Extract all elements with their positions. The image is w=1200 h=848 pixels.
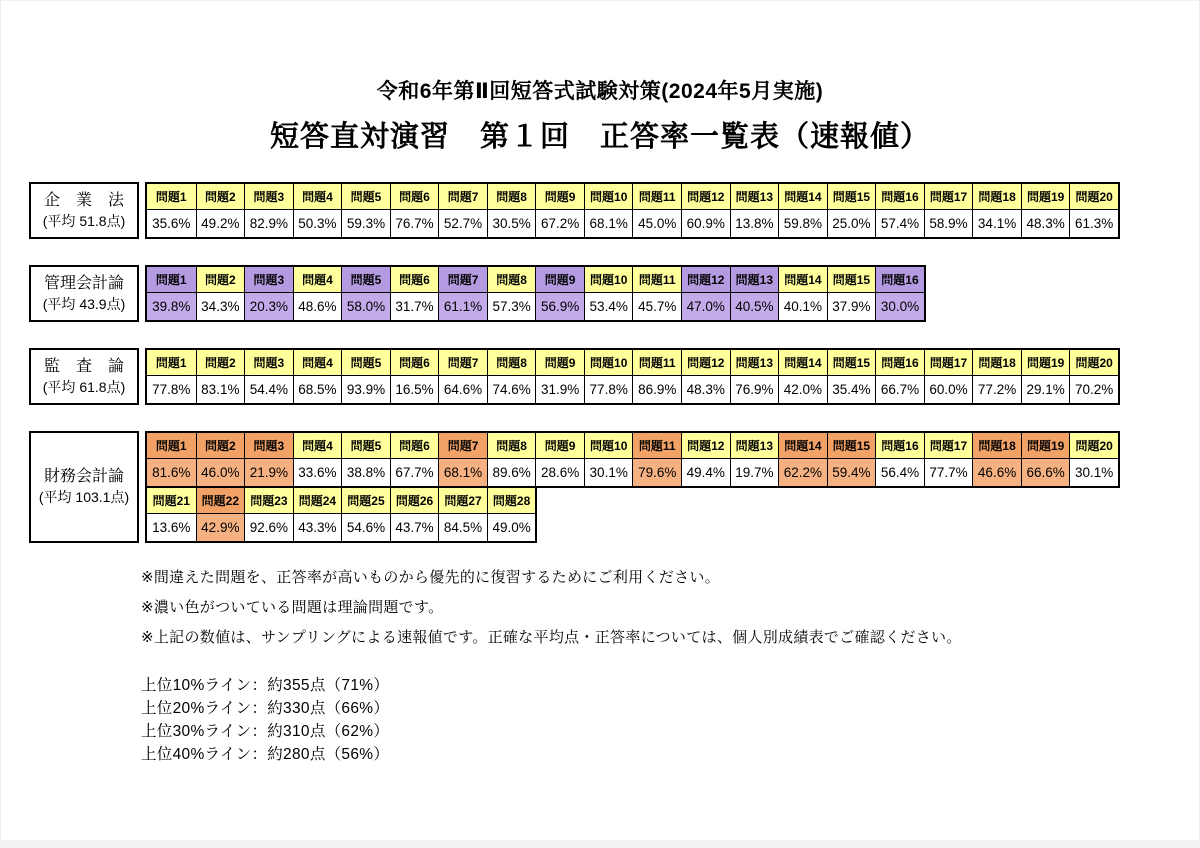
question-header: 問題3 <box>244 433 293 459</box>
question-header: 問題19 <box>1021 184 1070 210</box>
correct-rate: 28.6% <box>535 459 584 486</box>
ranking-line: 上位10%ライン：約355点（71%） <box>141 677 390 694</box>
correct-rate: 42.0% <box>778 376 827 403</box>
question-header: 問題13 <box>730 433 779 459</box>
subject-name: 財務会計論 <box>43 468 124 485</box>
correct-rate: 74.6% <box>487 376 536 403</box>
correct-rate: 77.8% <box>147 376 196 403</box>
question-header: 問題18 <box>972 350 1021 376</box>
correct-rate: 67.2% <box>535 210 584 237</box>
correct-rate: 60.0% <box>924 376 973 403</box>
correct-rate: 67.7% <box>390 459 439 486</box>
question-header: 問題6 <box>390 433 439 459</box>
grid-auditing <box>145 348 1120 405</box>
question-header: 問題7 <box>438 267 487 293</box>
correct-rate: 58.0% <box>341 293 390 320</box>
correct-rate: 66.6% <box>1021 459 1070 486</box>
correct-rate: 61.1% <box>438 293 487 320</box>
correct-rate: 19.7% <box>730 459 779 486</box>
correct-rate: 89.6% <box>487 459 536 486</box>
question-header: 問題7 <box>438 184 487 210</box>
question-header: 問題15 <box>827 350 876 376</box>
question-header: 問題23 <box>244 488 293 514</box>
table-management-accounting <box>29 265 1199 322</box>
correct-rate: 64.6% <box>438 376 487 403</box>
question-header: 問題12 <box>681 350 730 376</box>
question-header: 問題8 <box>487 184 536 210</box>
question-header: 問題10 <box>584 267 633 293</box>
correct-rate: 66.7% <box>875 376 924 403</box>
correct-rate: 46.6% <box>972 459 1021 486</box>
correct-rate: 81.6% <box>147 459 196 486</box>
ranking-line: 上位30%ライン：約310点（62%） <box>141 723 390 740</box>
correct-rate: 40.5% <box>730 293 779 320</box>
correct-rate: 77.7% <box>924 459 973 486</box>
question-header: 問題4 <box>293 433 342 459</box>
question-header: 問題14 <box>778 433 827 459</box>
correct-rate: 92.6% <box>244 514 293 541</box>
correct-rate: 33.6% <box>293 459 342 486</box>
correct-rate: 62.2% <box>778 459 827 486</box>
question-band <box>145 348 1120 405</box>
question-header: 問題6 <box>390 350 439 376</box>
question-header: 問題8 <box>487 433 536 459</box>
grid-financial-accounting <box>145 431 1120 543</box>
footnote: ※間違えた問題を、正答率が高いものから優先的に復習するためにご利用ください。 <box>141 569 720 586</box>
subject-name: 監 査 論 <box>43 357 124 375</box>
correct-rate: 53.4% <box>584 293 633 320</box>
question-header: 問題15 <box>827 267 876 293</box>
subject-average: (平均 103.1点) <box>38 489 130 505</box>
table-corporate-law <box>29 182 1199 239</box>
question-header: 問題14 <box>778 267 827 293</box>
question-header: 問題16 <box>875 350 924 376</box>
question-header: 問題9 <box>535 184 584 210</box>
correct-rate: 68.1% <box>584 210 633 237</box>
question-header: 問題27 <box>438 488 487 514</box>
question-header: 問題21 <box>147 488 196 514</box>
question-header: 問題16 <box>875 433 924 459</box>
correct-rate: 38.8% <box>341 459 390 486</box>
correct-rate: 61.3% <box>1069 210 1118 237</box>
correct-rate: 13.8% <box>730 210 779 237</box>
question-header: 問題19 <box>1021 433 1070 459</box>
correct-rate: 76.7% <box>390 210 439 237</box>
question-band <box>145 182 1120 239</box>
correct-rate: 54.6% <box>341 514 390 541</box>
question-header: 問題8 <box>487 267 536 293</box>
footnote: ※濃い色がついている問題は理論問題です。 <box>141 599 444 616</box>
question-header: 問題24 <box>293 488 342 514</box>
question-band <box>145 265 926 322</box>
correct-rate: 34.3% <box>196 293 245 320</box>
question-band <box>145 431 1120 488</box>
subject-label-management-accounting <box>29 265 139 322</box>
correct-rate: 68.5% <box>293 376 342 403</box>
ranking-line: 上位40%ライン：約280点（56%） <box>141 746 390 763</box>
table-financial-accounting <box>29 431 1199 543</box>
correct-rate: 77.8% <box>584 376 633 403</box>
correct-rate: 50.3% <box>293 210 342 237</box>
question-header: 問題1 <box>147 350 196 376</box>
correct-rate: 30.1% <box>1069 459 1118 486</box>
correct-rate: 79.6% <box>632 459 681 486</box>
question-header: 問題9 <box>535 433 584 459</box>
question-header: 問題8 <box>487 350 536 376</box>
correct-rate: 59.8% <box>778 210 827 237</box>
question-header: 問題20 <box>1069 350 1118 376</box>
correct-rate: 45.7% <box>632 293 681 320</box>
correct-rate: 31.7% <box>390 293 439 320</box>
question-header: 問題14 <box>778 184 827 210</box>
subject-label-auditing <box>29 348 139 405</box>
question-header: 問題16 <box>875 267 924 293</box>
grid-corporate-law <box>145 182 1120 239</box>
correct-rate: 13.6% <box>147 514 196 541</box>
question-header: 問題11 <box>632 350 681 376</box>
correct-rate: 84.5% <box>438 514 487 541</box>
question-header: 問題4 <box>293 184 342 210</box>
question-header: 問題13 <box>730 184 779 210</box>
ranking-line: 上位20%ライン：約330点（66%） <box>141 700 390 717</box>
question-header: 問題1 <box>147 267 196 293</box>
correct-rate: 48.3% <box>681 376 730 403</box>
question-header: 問題10 <box>584 184 633 210</box>
question-header: 問題5 <box>341 184 390 210</box>
question-header: 問題10 <box>584 433 633 459</box>
question-header: 問題12 <box>681 433 730 459</box>
correct-rate: 58.9% <box>924 210 973 237</box>
question-header: 問題6 <box>390 267 439 293</box>
correct-rate: 86.9% <box>632 376 681 403</box>
correct-rate: 39.8% <box>147 293 196 320</box>
question-header: 問題28 <box>487 488 536 514</box>
question-header: 問題2 <box>196 267 245 293</box>
subject-name: 管理会計論 <box>43 274 124 292</box>
question-header: 問題6 <box>390 184 439 210</box>
correct-rate: 31.9% <box>535 376 584 403</box>
question-header: 問題3 <box>244 267 293 293</box>
question-header: 問題20 <box>1069 184 1118 210</box>
titles <box>1 1 1199 155</box>
correct-rate: 77.2% <box>972 376 1021 403</box>
question-header: 問題3 <box>244 350 293 376</box>
question-header: 問題18 <box>972 433 1021 459</box>
correct-rate: 60.9% <box>681 210 730 237</box>
correct-rate: 47.0% <box>681 293 730 320</box>
question-header: 問題26 <box>390 488 439 514</box>
table-auditing <box>29 348 1199 405</box>
subject-average: (平均 51.8点) <box>42 212 126 229</box>
correct-rate: 30.1% <box>584 459 633 486</box>
correct-rate: 46.0% <box>196 459 245 486</box>
correct-rate: 45.0% <box>632 210 681 237</box>
question-header: 問題22 <box>196 488 245 514</box>
correct-rate: 21.9% <box>244 459 293 486</box>
question-header: 問題3 <box>244 184 293 210</box>
question-header: 問題15 <box>827 184 876 210</box>
correct-rate: 68.1% <box>438 459 487 486</box>
question-header: 問題7 <box>438 350 487 376</box>
question-header: 問題15 <box>827 433 876 459</box>
question-header: 問題2 <box>196 433 245 459</box>
question-header: 問題4 <box>293 267 342 293</box>
correct-rate: 57.3% <box>487 293 536 320</box>
question-header: 問題5 <box>341 350 390 376</box>
score-tables <box>29 182 1199 543</box>
question-header: 問題9 <box>535 267 584 293</box>
correct-rate: 43.3% <box>293 514 342 541</box>
question-header: 問題25 <box>341 488 390 514</box>
subject-average: (平均 43.9点) <box>42 295 126 312</box>
question-band <box>145 486 537 543</box>
correct-rate: 25.0% <box>827 210 876 237</box>
correct-rate: 49.4% <box>681 459 730 486</box>
question-header: 問題19 <box>1021 350 1070 376</box>
question-header: 問題12 <box>681 267 730 293</box>
correct-rate: 30.5% <box>487 210 536 237</box>
ranking-lines <box>141 674 1199 766</box>
subject-name: 企 業 法 <box>43 191 124 209</box>
question-header: 問題16 <box>875 184 924 210</box>
question-header: 問題2 <box>196 184 245 210</box>
correct-rate: 35.4% <box>827 376 876 403</box>
correct-rate: 56.9% <box>535 293 584 320</box>
correct-rate: 59.4% <box>827 459 876 486</box>
question-header: 問題5 <box>341 267 390 293</box>
question-header: 問題7 <box>438 433 487 459</box>
question-header: 問題17 <box>924 184 973 210</box>
question-header: 問題5 <box>341 433 390 459</box>
question-header: 問題11 <box>632 433 681 459</box>
question-header: 問題11 <box>632 267 681 293</box>
question-header: 問題17 <box>924 433 973 459</box>
correct-rate: 40.1% <box>778 293 827 320</box>
correct-rate: 35.6% <box>147 210 196 237</box>
correct-rate: 16.5% <box>390 376 439 403</box>
question-header: 問題14 <box>778 350 827 376</box>
correct-rate: 48.3% <box>1021 210 1070 237</box>
correct-rate: 20.3% <box>244 293 293 320</box>
correct-rate: 93.9% <box>341 376 390 403</box>
question-header: 問題13 <box>730 267 779 293</box>
subject-average: (平均 61.8点) <box>42 378 126 395</box>
correct-rate: 49.2% <box>196 210 245 237</box>
question-header: 問題18 <box>972 184 1021 210</box>
question-header: 問題9 <box>535 350 584 376</box>
correct-rate: 59.3% <box>341 210 390 237</box>
question-header: 問題1 <box>147 184 196 210</box>
correct-rate: 52.7% <box>438 210 487 237</box>
document-title: 短答直対演習 第１回 正答率一覧表（速報値） <box>269 121 930 153</box>
question-header: 問題12 <box>681 184 730 210</box>
footnotes <box>141 569 1199 647</box>
correct-rate: 29.1% <box>1021 376 1070 403</box>
correct-rate: 54.4% <box>244 376 293 403</box>
correct-rate: 42.9% <box>196 514 245 541</box>
question-header: 問題11 <box>632 184 681 210</box>
correct-rate: 57.4% <box>875 210 924 237</box>
correct-rate: 76.9% <box>730 376 779 403</box>
correct-rate: 43.7% <box>390 514 439 541</box>
correct-rate: 56.4% <box>875 459 924 486</box>
correct-rate: 30.0% <box>875 293 924 320</box>
question-header: 問題20 <box>1069 433 1118 459</box>
correct-rate: 83.1% <box>196 376 245 403</box>
question-header: 問題1 <box>147 433 196 459</box>
subject-label-financial-accounting <box>29 431 139 543</box>
question-header: 問題2 <box>196 350 245 376</box>
document-subtitle: 令和6年第Ⅱ回短答式試験対策(2024年5月実施) <box>376 80 824 103</box>
correct-rate: 48.6% <box>293 293 342 320</box>
correct-rate: 49.0% <box>487 514 536 541</box>
question-header: 問題13 <box>730 350 779 376</box>
correct-rate: 37.9% <box>827 293 876 320</box>
footnote: ※上記の数値は、サンプリングによる速報値です。正確な平均点・正答率については、個人別成績表でご確認ください。 <box>141 629 962 646</box>
question-header: 問題4 <box>293 350 342 376</box>
grid-management-accounting <box>145 265 926 322</box>
subject-label-corporate-law <box>29 182 139 239</box>
correct-rate: 82.9% <box>244 210 293 237</box>
question-header: 問題17 <box>924 350 973 376</box>
correct-rate: 34.1% <box>972 210 1021 237</box>
question-header: 問題10 <box>584 350 633 376</box>
correct-rate: 70.2% <box>1069 376 1118 403</box>
